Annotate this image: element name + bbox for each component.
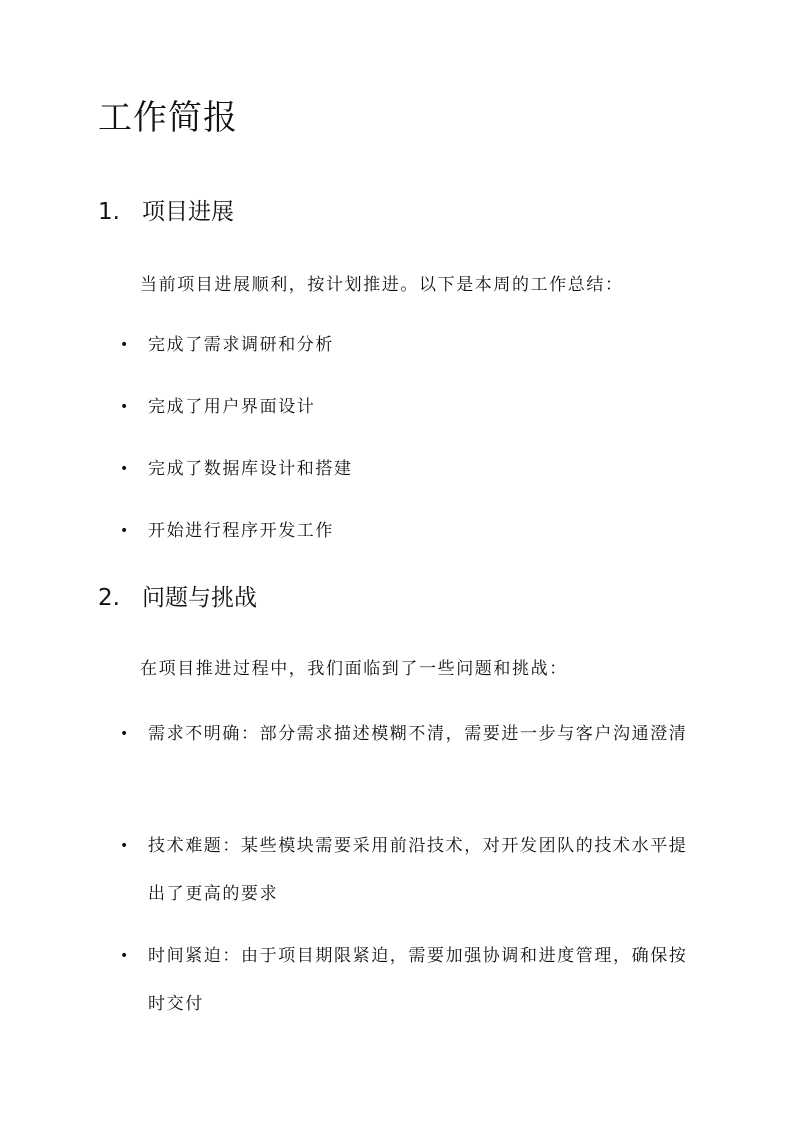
list-item <box>118 450 698 488</box>
section-heading-challenges <box>98 582 257 614</box>
list-item-text: 完成了用户界面设计 <box>148 397 316 417</box>
list-item <box>118 512 698 550</box>
list-item-text: 技术难题：某些模块需要采用前沿技术，对开发团队的技术水平提出了更高的要求 <box>148 836 688 904</box>
list-item <box>118 822 698 918</box>
section-intro: 当前项目进展顺利，按计划推进。以下是本周的工作总结： <box>140 275 624 295</box>
bullet-icon: • <box>120 337 129 353</box>
list-item <box>118 326 698 364</box>
section-title: 问题与挑战 <box>142 585 257 611</box>
section-number: 1. <box>98 199 120 225</box>
list-item-text: 完成了需求调研和分析 <box>148 335 334 355</box>
list-item-text: 需求不明确：部分需求描述模糊不清，需要进一步与客户沟通澄清 <box>148 724 688 744</box>
list-item-text: 时间紧迫：由于项目期限紧迫，需要加强协调和进度管理，确保按时交付 <box>148 946 688 1014</box>
section-intro: 在项目推进过程中，我们面临到了一些问题和挑战： <box>140 659 568 679</box>
list-item <box>118 710 698 758</box>
section-number: 2. <box>98 585 120 611</box>
bullet-icon: • <box>120 461 129 477</box>
bullet-icon: • <box>120 726 129 742</box>
list-item <box>118 932 698 1028</box>
list-item-text: 完成了数据库设计和搭建 <box>148 459 353 479</box>
section-heading-progress <box>98 196 234 228</box>
bullet-icon: • <box>120 523 129 539</box>
list-item-text: 开始进行程序开发工作 <box>148 521 334 541</box>
document-title: 工作简报 <box>98 98 238 138</box>
bullet-icon: • <box>120 399 129 415</box>
bullet-icon: • <box>120 838 129 854</box>
section-title: 项目进展 <box>142 199 234 225</box>
list-item <box>118 388 698 426</box>
bullet-icon: • <box>120 948 129 964</box>
